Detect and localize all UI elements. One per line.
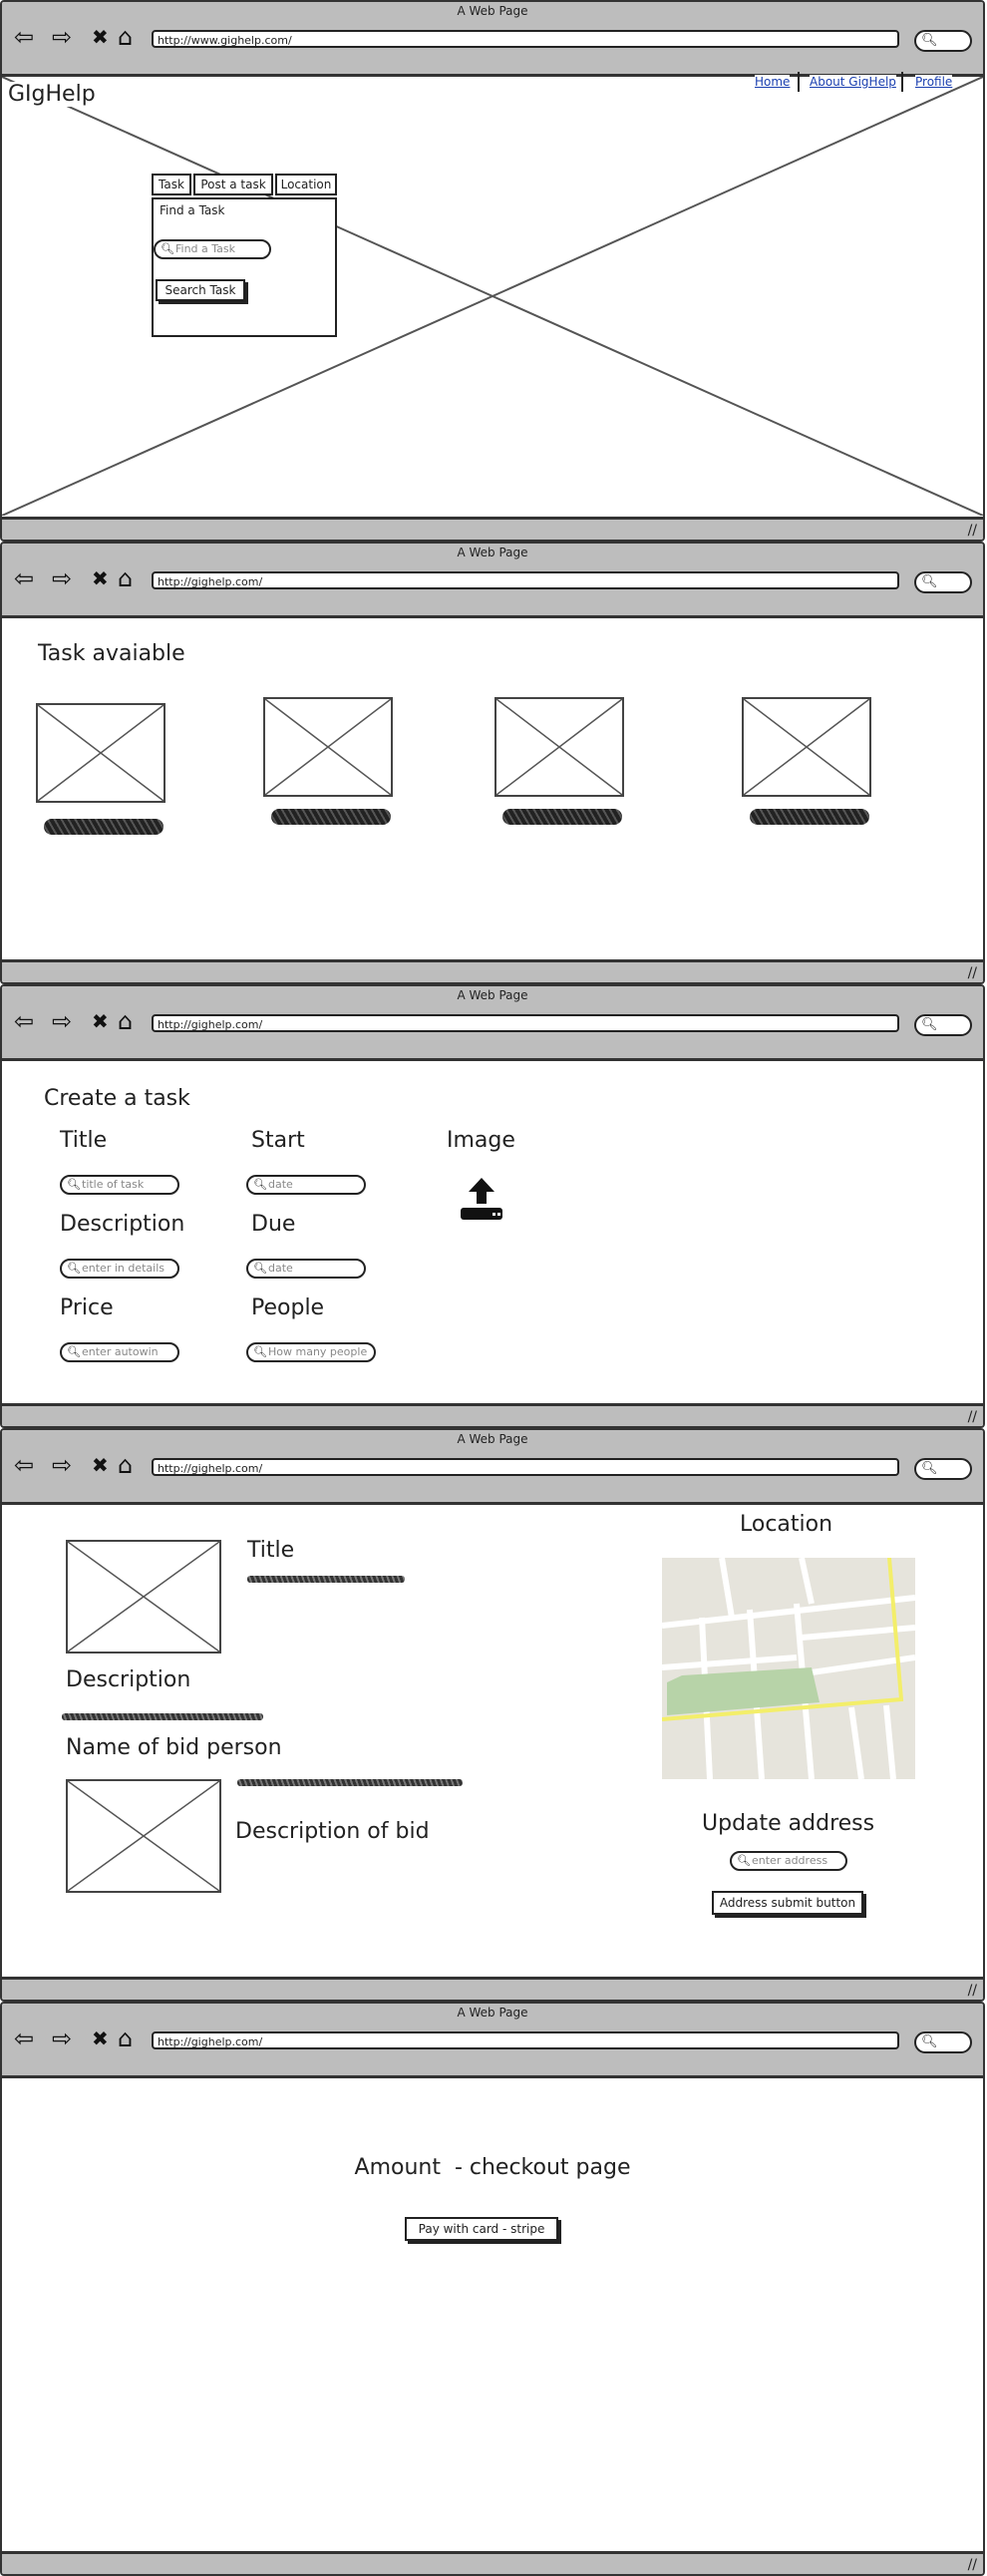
browser-search-box[interactable] <box>914 1458 972 1480</box>
magnifier-icon: 🔍︎ <box>921 33 938 48</box>
resize-grip-icon[interactable]: // <box>967 2557 977 2573</box>
people-input[interactable] <box>246 1342 376 1362</box>
status-bar <box>2 1977 983 2000</box>
browser-window-create-task <box>0 984 985 1428</box>
description-label: Description <box>60 1212 185 1237</box>
forward-arrow-icon[interactable]: ⇨ <box>52 1451 73 1479</box>
task-thumbnail[interactable] <box>742 697 871 797</box>
pay-with-card-button[interactable]: Pay with card - stripe <box>405 2217 558 2241</box>
back-arrow-icon[interactable]: ⇦ <box>14 1451 35 1479</box>
status-bar <box>2 2551 983 2574</box>
window-title: A Web Page <box>457 988 528 1002</box>
browser-toolbar <box>2 2004 983 2078</box>
top-links <box>2 72 983 92</box>
search-tabs-widget <box>150 174 339 343</box>
browser-window-tasks <box>0 542 985 984</box>
people-label: People <box>251 1295 325 1320</box>
address-input[interactable] <box>730 1851 847 1871</box>
page-title: Create a task <box>44 1086 190 1111</box>
page-title: Task avaiable <box>38 641 185 666</box>
magnifier-icon: 🔍︎ <box>921 2034 938 2049</box>
address-submit-button[interactable]: Address submit button <box>712 1891 863 1915</box>
price-label: Price <box>60 1295 114 1320</box>
address-bar[interactable]: http://gighelp.com/ <box>152 2031 899 2049</box>
window-title: A Web Page <box>457 1432 528 1446</box>
browser-window-checkout <box>0 2002 985 2576</box>
browser-search-box[interactable] <box>914 571 972 593</box>
status-bar <box>2 517 983 540</box>
start-placeholder: date <box>268 1178 293 1191</box>
find-task-input[interactable] <box>154 239 271 259</box>
start-date-input[interactable] <box>246 1175 366 1195</box>
task-caption-scribble <box>502 809 622 825</box>
link-divider <box>901 72 903 92</box>
browser-toolbar <box>2 2 983 77</box>
tab-post-task[interactable]: Post a task <box>193 174 273 195</box>
task-thumbnail[interactable] <box>36 703 165 803</box>
about-link[interactable]: About GigHelp <box>810 75 896 89</box>
tab-panel <box>152 197 337 337</box>
magnifier-icon: 🔍︎ <box>161 242 174 255</box>
browser-search-box[interactable] <box>914 2031 972 2053</box>
back-arrow-icon[interactable]: ⇦ <box>14 2024 35 2052</box>
due-date-input[interactable] <box>246 1259 366 1279</box>
task-caption-scribble <box>44 819 164 835</box>
back-arrow-icon[interactable]: ⇦ <box>14 1007 35 1035</box>
magnifier-icon: 🔍︎ <box>67 1178 81 1191</box>
magnifier-icon: 🔍︎ <box>921 574 938 589</box>
people-placeholder: How many people <box>268 1345 368 1358</box>
home-icon[interactable]: ⌂ <box>118 564 134 592</box>
magnifier-icon: 🔍︎ <box>253 1345 267 1358</box>
stop-x-icon[interactable]: ✖ <box>92 25 109 49</box>
resize-grip-icon[interactable]: // <box>967 523 977 539</box>
address-placeholder: enter address <box>752 1854 828 1867</box>
stop-x-icon[interactable]: ✖ <box>92 566 109 590</box>
tab-task[interactable]: Task <box>152 174 191 195</box>
bid-description-label: Description of bid <box>235 1819 430 1844</box>
home-icon[interactable]: ⌂ <box>118 1007 134 1035</box>
magnifier-icon: 🔍︎ <box>921 1017 938 1032</box>
description-placeholder: enter in details <box>82 1262 165 1275</box>
forward-arrow-icon[interactable]: ⇨ <box>52 23 73 51</box>
task-title-label: Title <box>247 1538 295 1563</box>
location-map[interactable] <box>662 1558 915 1779</box>
home-icon[interactable]: ⌂ <box>118 23 134 51</box>
magnifier-icon: 🔍︎ <box>67 1345 81 1358</box>
home-icon[interactable]: ⌂ <box>118 2024 134 2052</box>
browser-search-box[interactable] <box>914 1014 972 1036</box>
task-thumbnail[interactable] <box>263 697 393 797</box>
magnifier-icon: 🔍︎ <box>921 1461 938 1476</box>
task-caption-scribble <box>750 809 869 825</box>
status-bar <box>2 1403 983 1426</box>
start-label: Start <box>251 1128 305 1153</box>
stop-x-icon[interactable]: ✖ <box>92 1453 109 1477</box>
description-label: Description <box>66 1667 191 1692</box>
link-divider <box>798 72 800 92</box>
address-bar[interactable]: http://gighelp.com/ <box>152 571 899 589</box>
bidder-name-label: Name of bid person <box>66 1735 282 1760</box>
magnifier-icon: 🔍︎ <box>253 1178 267 1191</box>
site-logo[interactable]: GIgHelp <box>8 82 96 107</box>
window-title: A Web Page <box>457 4 528 18</box>
browser-window-home <box>0 0 985 542</box>
task-image <box>66 1540 221 1654</box>
checkout-heading: Amount - checkout page <box>354 2155 631 2180</box>
magnifier-icon: 🔍︎ <box>253 1262 267 1275</box>
panel-heading: Find a Task <box>160 203 225 217</box>
stop-x-icon[interactable]: ✖ <box>92 2026 109 2050</box>
browser-search-box[interactable] <box>914 30 972 52</box>
home-icon[interactable]: ⌂ <box>118 1451 134 1479</box>
address-bar[interactable]: http://www.gighelp.com/ <box>152 30 899 48</box>
price-input[interactable] <box>60 1342 179 1362</box>
search-task-button[interactable]: Search Task <box>156 279 245 301</box>
bid-scribble <box>237 1779 463 1786</box>
image-label: Image <box>447 1128 515 1153</box>
resize-grip-icon[interactable]: // <box>967 965 977 981</box>
back-arrow-icon[interactable]: ⇦ <box>14 564 35 592</box>
forward-arrow-icon[interactable]: ⇨ <box>52 2024 73 2052</box>
resize-grip-icon[interactable]: // <box>967 1983 977 1999</box>
browser-toolbar <box>2 1430 983 1505</box>
browser-toolbar <box>2 544 983 618</box>
window-title: A Web Page <box>457 2006 528 2020</box>
forward-arrow-icon[interactable]: ⇨ <box>52 1007 73 1035</box>
bidder-image <box>66 1779 221 1893</box>
price-placeholder: enter autowin <box>82 1345 159 1358</box>
due-placeholder: date <box>268 1262 293 1275</box>
resize-grip-icon[interactable]: // <box>967 1409 977 1425</box>
magnifier-icon: 🔍︎ <box>737 1854 751 1867</box>
browser-toolbar <box>2 986 983 1061</box>
title-label: Title <box>60 1128 108 1153</box>
tab-location[interactable]: Location <box>275 174 337 195</box>
magnifier-icon: 🔍︎ <box>67 1262 81 1275</box>
forward-arrow-icon[interactable]: ⇨ <box>52 564 73 592</box>
address-bar[interactable]: http://gighelp.com/ <box>152 1014 899 1032</box>
address-bar[interactable]: http://gighelp.com/ <box>152 1458 899 1476</box>
back-arrow-icon[interactable]: ⇦ <box>14 23 35 51</box>
update-address-label: Update address <box>702 1811 875 1836</box>
status-bar <box>2 959 983 982</box>
home-link[interactable]: Home <box>755 75 791 89</box>
find-task-placeholder: Find a Task <box>175 242 236 255</box>
stop-x-icon[interactable]: ✖ <box>92 1009 109 1033</box>
location-label: Location <box>740 1512 833 1537</box>
description-input[interactable] <box>60 1259 179 1279</box>
title-input[interactable] <box>60 1175 179 1195</box>
task-title-scribble <box>247 1576 405 1583</box>
title-placeholder: title of task <box>82 1178 145 1191</box>
due-label: Due <box>251 1212 296 1237</box>
task-caption-scribble <box>271 809 391 825</box>
profile-link[interactable]: Profile <box>915 75 953 89</box>
task-thumbnail[interactable] <box>494 697 624 797</box>
browser-window-task-detail <box>0 1428 985 2002</box>
upload-icon[interactable] <box>459 1176 504 1222</box>
description-scribble <box>62 1713 263 1720</box>
window-title: A Web Page <box>457 546 528 559</box>
